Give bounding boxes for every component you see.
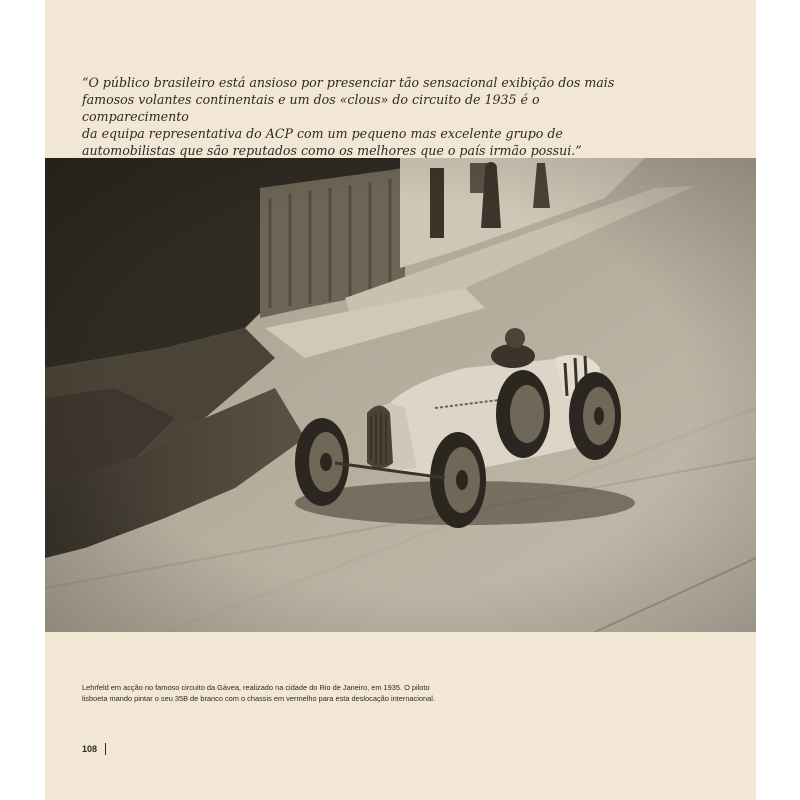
page-number: 108 bbox=[82, 744, 98, 754]
pull-quote bbox=[82, 74, 642, 159]
book-page bbox=[45, 0, 756, 800]
quote-line: da equipa representativa do ACP com um pequeno mas excelente grupo de bbox=[82, 126, 563, 141]
photo-caption bbox=[82, 682, 722, 704]
caption-line: lisboeta mando pintar o seu 35B de branco com o chassis em vermelho para esta deslocação internacional. bbox=[82, 694, 435, 703]
race-car-photo bbox=[45, 158, 756, 632]
quote-line: “O público brasileiro está ansioso por presenciar tão sensacional exibição dos mais bbox=[82, 75, 615, 90]
caption-line: Lehrfeld em acção no famoso circuito da Gávea, realizado na cidade do Rio de Janeiro, em 1935. O piloto bbox=[82, 683, 430, 692]
folio-divider bbox=[105, 743, 106, 755]
quote-line: famosos volantes continentais e um dos «clous» do circuito de 1935 é o comparecimento bbox=[82, 92, 540, 124]
quote-line: automobilistas que são reputados como os melhores que o país irmão possui.” bbox=[82, 143, 582, 158]
